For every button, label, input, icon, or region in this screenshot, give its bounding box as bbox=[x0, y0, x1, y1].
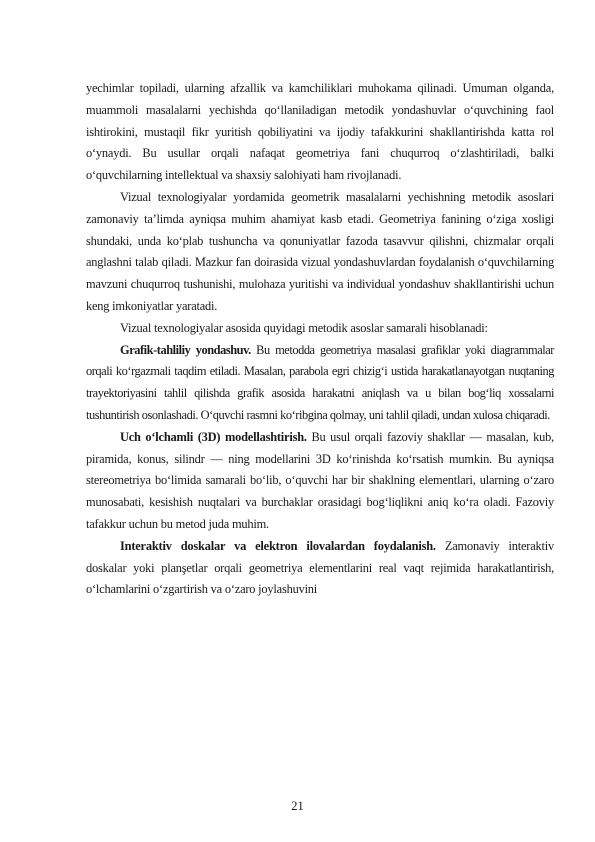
paragraph-text: Vizual texnologiyalar yordamida geometrik masalalarni yechishning metodik asoslari zamonaviy ta’limda ayniqsa muhim ahamiyat kasb etadi. Geometriya fanining o‘ziga xosligi shundaki, unda ko‘plab tushuncha va qonuniyatlar fazoda tasavvur qilishni, chizmalar orqali anglashni talab qiladi. Mazkur fan doirasida vizual yondashuvlardan foydalanish o‘quvchilarning mavzuni chuqurroq tushunishi, mulohaza yuritishi va individual yondashuv shakllantirishi uchun keng imkoniyatlar yaratadi. bbox=[86, 189, 554, 313]
paragraph-text: Bu metodda geometriya masalasi grafiklar yoki diagrammalar orqali ko‘rgazmali taqdim etiladi. Masalan, parabola egri chizig‘i ustida harakatlanayotgan nuqtaning trayektoriyasini tahlil qilishda grafik asosida harakatni aniqlash va u bilan bog‘liq xossalarni tushuntirish osonlashadi. O‘quvchi rasmni ko‘ribgina qolmay, uni tahlil qiladi, undan xulosa chiqaradi. bbox=[86, 342, 554, 422]
page-body bbox=[86, 78, 554, 601]
paragraph-methodical-bases bbox=[86, 318, 554, 340]
paragraph-lead: Interaktiv doskalar va elektron ilovalardan foydalanish. bbox=[120, 538, 436, 553]
paragraph-text: Zamonaviy interaktiv doskalar yoki planşetlar orqali geometriya elementlarini real vaqt rejimida harakatlantirish, o‘lchamlarini o‘zgartirish va o‘zaro joylashuvini bbox=[86, 538, 554, 597]
paragraph-text: yechimlar topiladi, ularning afzallik va kamchiliklari muhokama qilinadi. Umuman olganda, muammoli masalalarni yechishda qo‘llaniladigan metodik yondashuvlar o‘quvchining faol ishtirokini, mustaqil fikr yuritish qobiliyatini va ijodiy tafakkurini shakllantirishda katta rol o‘ynaydi. Bu usullar orqali nafaqat geometriya fani chuqurroq o‘zlashtiriladi, balki o‘quvchilarning intellektual va shaxsiy salohiyati ham rivojlanadi. bbox=[86, 81, 554, 183]
paragraph-lead: Uch o‘lchamli (3D) modellashtirish. bbox=[120, 429, 307, 444]
paragraph-text: Bu usul orqali fazoviy shakllar — masalan, kub, piramida, konus, silindr — ning modellarini 3D ko‘rinishda ko‘rsatish mumkin. Bu ayniqsa stereometriya bo‘limida samarali bo‘lib, o‘quvchi har bir shaklning elementlari, ularning o‘zaro munosabati, kesishish nuqtalari va burchaklar orasidagi bog‘liqlikni aniq ko‘ra oladi. Fazoviy tafakkur uchun bu metod juda muhim. bbox=[86, 429, 555, 531]
paragraph-visual-technologies bbox=[86, 187, 554, 318]
paragraph-interactive-boards bbox=[86, 536, 554, 601]
paragraph-intro-continuation bbox=[86, 78, 554, 187]
paragraph-3d-modeling bbox=[86, 427, 554, 536]
paragraph-graphic-analytic bbox=[86, 340, 554, 427]
paragraph-lead: Grafik-tahliliy yondashuv. bbox=[120, 342, 251, 357]
paragraph-text: Vizual texnologiyalar asosida quyidagi metodik asoslar samarali hisoblanadi: bbox=[120, 320, 488, 335]
page-number: 21 bbox=[291, 799, 304, 813]
